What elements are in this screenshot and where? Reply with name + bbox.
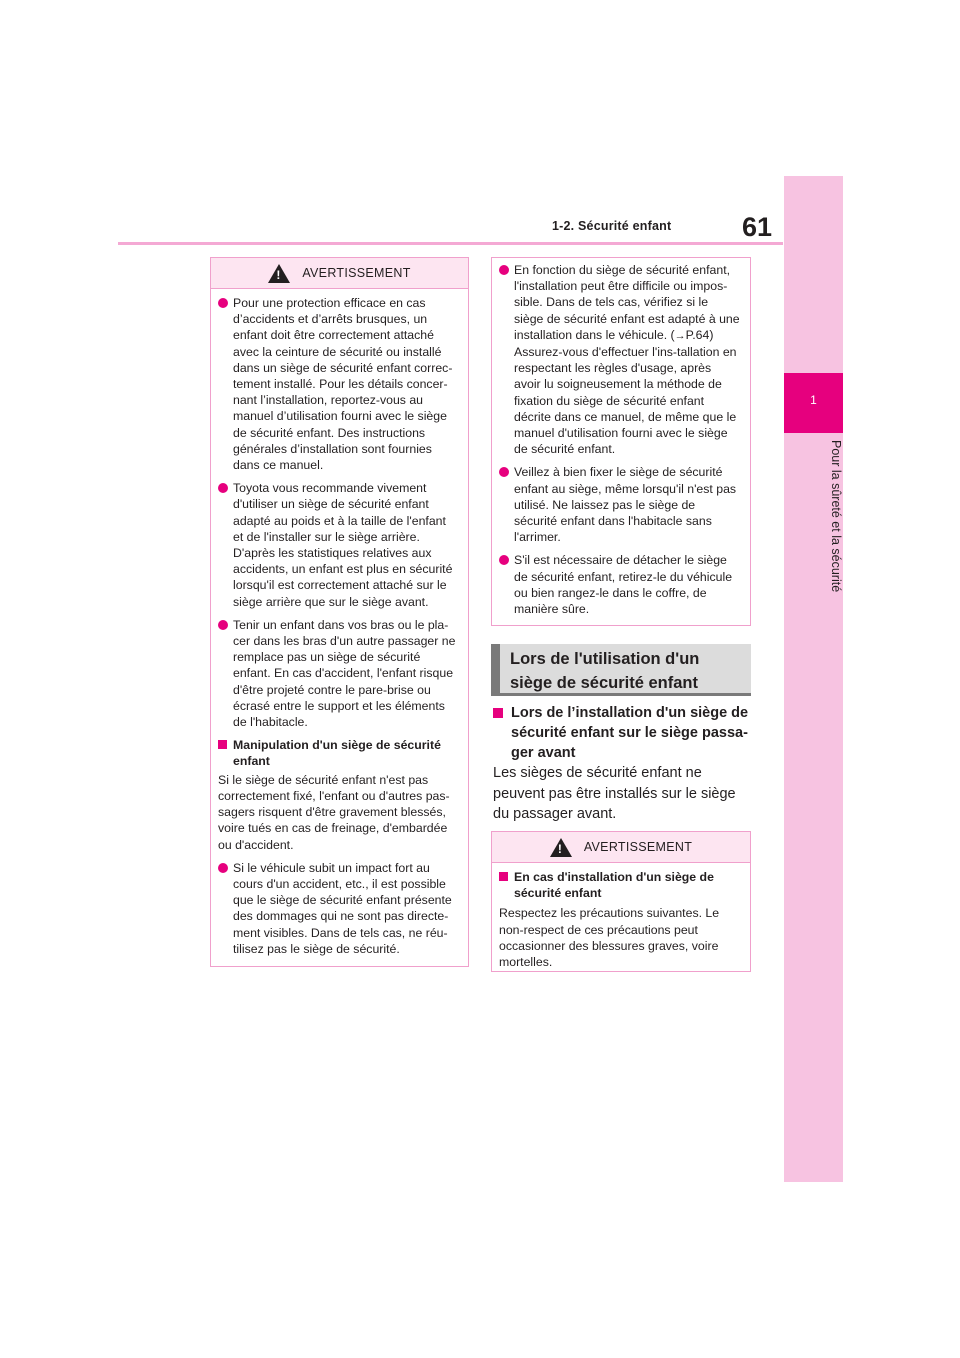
warning-box-bottom (491, 831, 751, 972)
bullet-dot-icon (499, 467, 509, 477)
bullet-dot-icon (499, 555, 509, 565)
subsection-title-text: En cas d'installation d'un siège de sécurité enfant (514, 870, 714, 901)
square-bullet-icon (493, 708, 503, 718)
bullet-dot-icon (218, 620, 228, 630)
body-paragraph: Les sièges de sécurité enfant ne peuvent pas être installés sur le siège du passager avant. (493, 765, 736, 822)
warning-bullet (218, 860, 458, 957)
section-label: 1-2. Sécurité enfant (552, 219, 672, 233)
section-heading: Lors de l'utilisation d'un siège de sécurité enfant (491, 644, 751, 696)
warning-title: AVERTISSEMENT (583, 840, 693, 854)
warning-triangle-icon (550, 838, 572, 857)
warning-title: AVERTISSEMENT (302, 266, 411, 280)
subheading-text: Lors de l’installation d'un siège de sécurité enfant sur le siège passa-ger avant (511, 705, 749, 761)
subsection-title-text: Manipulation d'un siège de sécurité enfant (233, 738, 441, 769)
warning-body (211, 289, 468, 972)
bullet-text: Toyota vous recommande vivement d'utiliser un siège de sécurité enfant adapté au poids et à la taille de l'enfant et de l'installer sur le siège arrière. D'après les statistiques relatives aux accidents, un enfant est plus en sécurité lorsqu'il est correctement attaché sur le siège arrière que sur le siège avant. (233, 481, 453, 609)
arrow-right-icon: → (674, 329, 686, 342)
bullet-text: En fonction du siège de sécurité enfant, l'installation peut être difficile ou impos-sible. Dans de tels cas, vérifiez si le siège de sécurité enfant est adapté à une installation dans le véhicule. (→P.64) Assurez-vous d'effectuer l'ins-tallation en respectant les règles d'usage, après avoir lu soigneusement la méthode de fixation du siège de sécurité enfant décrite dans ce manuel, de même que le manuel d'utilisation fourni avec le siège de sécurité enfant. (514, 263, 740, 457)
warning-subsection-text: Respectez les précautions suivantes. Le non-respect de ces précautions peut occasionner des blessures graves, voire mortelles. (499, 906, 720, 970)
warning-box-left (210, 257, 469, 967)
chapter-title: Pour la sûreté et la sécurité (829, 440, 843, 593)
subheading (493, 703, 751, 763)
bullet-text: Si le véhicule subit un impact fort au cours d'un accident, etc., il est possible que le siège de sécurité enfant présente des dommages qui ne sont pas directe-ment visibles. Dans de tels cas, ne réu-tilisez pas le siège de sécurité. (233, 860, 452, 956)
warning-bullet (218, 295, 458, 473)
header-rule (118, 242, 783, 245)
bullet-text: S'il est nécessaire de détacher le siège de sécurité enfant, retirez-le du véhicule ou bien rangez-le dans le coffre, de manière sûre. (514, 553, 733, 617)
warning-bullet (499, 464, 740, 545)
warning-subsection-title (218, 737, 458, 769)
warning-box-continued (491, 257, 751, 626)
warning-bullet (218, 480, 458, 610)
bullet-dot-icon (218, 298, 228, 308)
warning-body (492, 863, 750, 985)
page-number: 61 (742, 212, 773, 242)
warning-bullet (218, 617, 458, 730)
warning-subsection-text: Si le siège de sécurité enfant n'est pas correctement fixé, l'enfant ou d'autres pas-sagers risquent d'être gravement blessés, voire tués en cas de freinage, d'embardée ou d'accident. (218, 772, 450, 852)
bullet-dot-icon (218, 863, 228, 873)
bullet-dot-icon (218, 483, 228, 493)
warning-subsection-title (499, 869, 740, 901)
warning-header (211, 258, 468, 289)
warning-bullet (499, 552, 740, 617)
bullet-text: Pour une protection efficace en cas d’accidents et d’arrêts brusques, un enfant doit être correctement attaché avec la ceinture de sécurité ou installé dans un siège de sécurité enfant correc-tement installé. Pour les détails concer-nant l’installation, reportez-vous au manuel d’utilisation fourni avec le siège de sécurité enfant. Des instructions générales d’installation sont fournies dans ce manuel. (233, 296, 453, 473)
warning-bullet (499, 262, 740, 457)
square-bullet-icon (499, 872, 508, 881)
warning-triangle-icon (268, 264, 290, 283)
bullet-text: Veillez à bien fixer le siège de sécurité enfant au siège, même lorsqu'il n'est pas utilisé. Ne laissez pas le siège de sécurité enfant dans l'habitacle sans l'arrimer. (514, 465, 737, 545)
chapter-number: 1 (810, 393, 817, 407)
warning-body (492, 258, 750, 632)
square-bullet-icon (218, 740, 227, 749)
bullet-text: Tenir un enfant dans vos bras ou le pla-cer dans les bras d'un autre passager ne remplace pas un siège de sécurité enfant. En cas d'accident, l'enfant risque d'être projeté contre le pare-brise ou écrasé entre le support et les éléments de l'habitacle. (233, 617, 456, 730)
page-reference-link[interactable]: P.64 (685, 327, 710, 342)
warning-header (492, 832, 750, 863)
bullet-dot-icon (499, 265, 509, 275)
